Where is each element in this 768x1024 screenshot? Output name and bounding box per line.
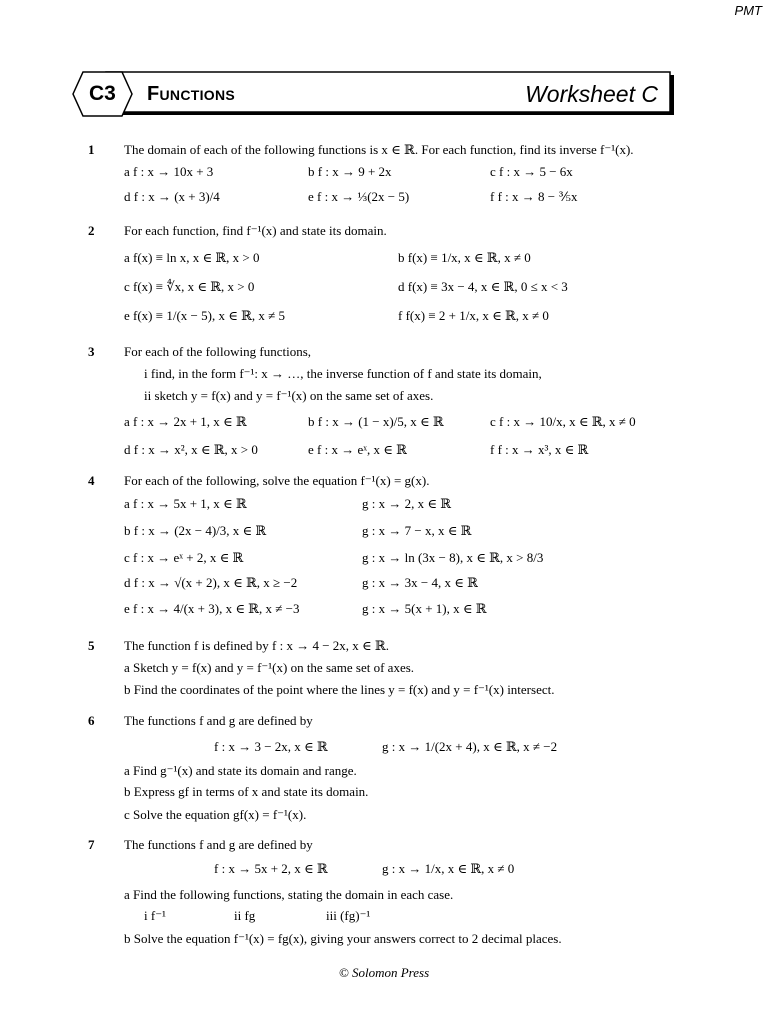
worksheet-label: Worksheet C bbox=[525, 81, 658, 107]
part-a-ii: ii fg bbox=[234, 908, 256, 923]
definition-g: g : x → 1/x, x ∈ ℝ, x ≠ 0 bbox=[382, 861, 515, 876]
part-e: e f : x → eˣ, x ∈ ℝ bbox=[308, 442, 407, 457]
part-a: a Find g⁻¹(x) and state its domain and range. bbox=[124, 763, 357, 778]
worksheet-header bbox=[72, 71, 676, 117]
page-title: Functions bbox=[147, 83, 236, 105]
part-a-f: a f : x → 5x + 1, x ∈ ℝ bbox=[124, 496, 247, 511]
part-b-g: g : x → 7 − x, x ∈ ℝ bbox=[362, 523, 472, 538]
part-b: b f : x → 9 + 2x bbox=[308, 164, 392, 179]
question-number: 5 bbox=[88, 638, 95, 653]
part-c: c f : x → 5 − 6x bbox=[490, 164, 573, 179]
question-text: For each of the following, solve the equation f⁻¹(x) = g(x). bbox=[124, 473, 430, 488]
part-f: f f(x) ≡ 2 + 1/x, x ∈ ℝ, x ≠ 0 bbox=[398, 308, 549, 323]
question-number: 4 bbox=[88, 473, 95, 488]
part-b-f: b f : x → (2x − 4)/3, x ∈ ℝ bbox=[124, 523, 267, 538]
question-number: 7 bbox=[88, 837, 95, 852]
part-c: c Solve the equation gf(x) = f⁻¹(x). bbox=[124, 807, 307, 822]
question-text: For each of the following functions, bbox=[124, 344, 312, 359]
instruction-ii: ii sketch y = f(x) and y = f⁻¹(x) on the same set of axes. bbox=[144, 388, 434, 403]
definition-f: f : x → 5x + 2, x ∈ ℝ bbox=[214, 861, 328, 876]
part-a-i: i f⁻¹ bbox=[144, 908, 166, 923]
question-text: The functions f and g are defined by bbox=[124, 713, 313, 728]
definition-g: g : x → 1/(2x + 4), x ∈ ℝ, x ≠ −2 bbox=[382, 739, 558, 754]
part-a: a Sketch y = f(x) and y = f⁻¹(x) on the same set of axes. bbox=[124, 660, 415, 675]
part-b: b Find the coordinates of the point where the lines y = f(x) and y = f⁻¹(x) intersect. bbox=[124, 682, 555, 697]
question-text: The functions f and g are defined by bbox=[124, 837, 313, 852]
question-number: 6 bbox=[88, 713, 95, 728]
part-c: c f : x → 10/x, x ∈ ℝ, x ≠ 0 bbox=[490, 414, 636, 429]
part-a: a Find the following functions, stating the domain in each case. bbox=[124, 887, 454, 902]
question-text: For each function, find f⁻¹(x) and state its domain. bbox=[124, 223, 387, 238]
part-f: f f : x → 8 − ⅗x bbox=[490, 189, 578, 204]
part-d: d f : x → (x + 3)/4 bbox=[124, 189, 220, 204]
definition-f: f : x → 3 − 2x, x ∈ ℝ bbox=[214, 739, 328, 754]
part-b: b f(x) ≡ 1/x, x ∈ ℝ, x ≠ 0 bbox=[398, 250, 531, 265]
part-a: a f(x) ≡ ln x, x ∈ ℝ, x > 0 bbox=[124, 250, 260, 265]
part-e: e f(x) ≡ 1/(x − 5), x ∈ ℝ, x ≠ 5 bbox=[124, 308, 286, 323]
corner-label: PMT bbox=[734, 3, 762, 18]
question-text: The function f is defined by f : x → 4 − 2x, x ∈ ℝ. bbox=[124, 638, 389, 653]
footer-copyright: © Solomon Press bbox=[338, 965, 430, 980]
part-a-g: g : x → 2, x ∈ ℝ bbox=[362, 496, 452, 511]
question-text: The domain of each of the following functions is x ∈ ℝ. For each function, find its inverse f⁻¹(x). bbox=[124, 142, 634, 157]
part-a: a f : x → 10x + 3 bbox=[124, 164, 214, 179]
part-b: b f : x → (1 − x)/5, x ∈ ℝ bbox=[308, 414, 444, 429]
question-number: 3 bbox=[88, 344, 95, 359]
part-e-f: e f : x → 4/(x + 3), x ∈ ℝ, x ≠ −3 bbox=[124, 601, 300, 616]
part-a-iii: iii (fg)⁻¹ bbox=[326, 908, 371, 923]
part-c-f: c f : x → eˣ + 2, x ∈ ℝ bbox=[124, 550, 244, 565]
part-b: b Solve the equation f⁻¹(x) = fg(x), giving your answers correct to 2 decimal places. bbox=[124, 931, 562, 946]
question-number: 1 bbox=[88, 142, 95, 157]
part-b: b Express gf in terms of x and state its domain. bbox=[124, 784, 369, 799]
part-f: f f : x → x³, x ∈ ℝ bbox=[490, 442, 589, 457]
part-c-g: g : x → ln (3x − 8), x ∈ ℝ, x > 8/3 bbox=[362, 550, 544, 565]
part-c: c f(x) ≡ ∜x, x ∈ ℝ, x > 0 bbox=[124, 279, 255, 294]
part-a: a f : x → 2x + 1, x ∈ ℝ bbox=[124, 414, 247, 429]
part-d: d f(x) ≡ 3x − 4, x ∈ ℝ, 0 ≤ x < 3 bbox=[398, 279, 568, 294]
part-e-g: g : x → 5(x + 1), x ∈ ℝ bbox=[362, 601, 487, 616]
part-d-f: d f : x → √(x + 2), x ∈ ℝ, x ≥ −2 bbox=[124, 575, 298, 590]
chapter-code: C3 bbox=[89, 82, 116, 105]
part-e: e f : x → ⅓(2x − 5) bbox=[308, 189, 410, 204]
part-d: d f : x → x², x ∈ ℝ, x > 0 bbox=[124, 442, 258, 457]
question-number: 2 bbox=[88, 223, 95, 238]
instruction-i: i find, in the form f⁻¹: x → …, the inverse function of f and state its domain, bbox=[144, 366, 542, 381]
part-d-g: g : x → 3x − 4, x ∈ ℝ bbox=[362, 575, 478, 590]
